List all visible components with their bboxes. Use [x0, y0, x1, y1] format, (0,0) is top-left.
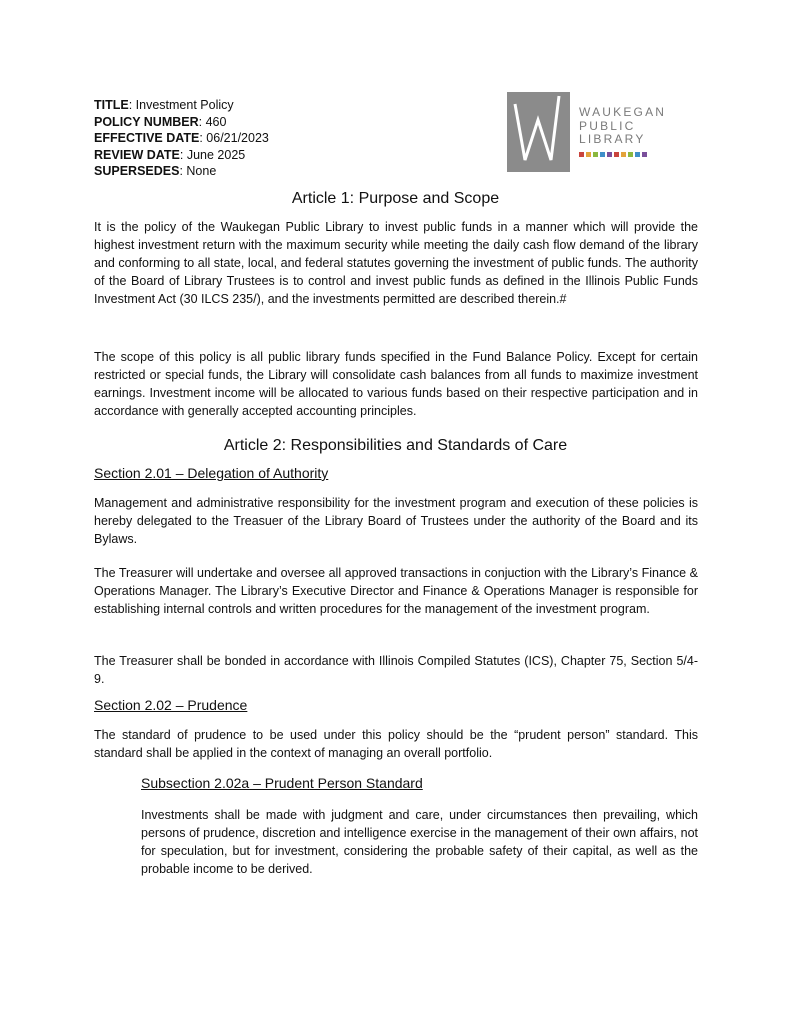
subsection-2-02a-heading: Subsection 2.02a – Prudent Person Standard	[141, 775, 423, 791]
article-1-paragraph-2: The scope of this policy is all public library funds specified in the Fund Balance Policy. Except for certain restricted or special funds, the Library will consolidate cash balances from all funds to maximize investment earnings. Investment income will be allocated to various funds based on their respective participation and in accordance with generally accepted accounting principles.	[94, 350, 698, 418]
article-2-heading: Article 2: Responsibilities and Standards of Care	[223, 437, 568, 454]
section-2-01-paragraph-3: The Treasurer shall be bonded in accordance with Illinois Compiled Statutes (ICS), Chapter 75, Section 5/4-9.	[94, 654, 698, 686]
logo-color-square	[600, 152, 605, 157]
logo-color-square	[593, 152, 598, 157]
article-1-heading: Article 1: Purpose and Scope	[291, 190, 500, 207]
review-date-row: REVIEW DATE: June 2025	[94, 147, 246, 162]
logo-color-square	[642, 152, 647, 157]
logo-color-square	[614, 152, 619, 157]
section-2-01-paragraph-2: The Treasurer will undertake and oversee all approved transactions in conjuction with the Library’s Finance & Operations Manager. The Library’s Executive Director and Finance & Operations Manager is responsible for establishing internal controls and written procedures for the management of the investment program.	[94, 566, 698, 616]
section-2-01-heading: Section 2.01 – Delegation of Authority	[94, 465, 329, 481]
logo-color-square	[635, 152, 640, 157]
section-2-02-heading: Section 2.02 – Prudence	[94, 697, 248, 713]
policy-number-row: POLICY NUMBER: 460	[94, 114, 227, 129]
library-logo	[507, 92, 687, 172]
logo-color-square	[579, 152, 584, 157]
logo-color-square	[586, 152, 591, 157]
section-2-02-paragraph-1: The standard of prudence to be used under this policy should be the “prudent person” standard. This standard shall be applied in the context of managing an overall portfolio.	[94, 728, 698, 760]
title-row: TITLE: Investment Policy	[94, 98, 234, 112]
subsection-2-02a-paragraph: Investments shall be made with judgment and care, under circumstances then prevailing, which persons of prudence, discretion and intelligence exercise in the management of their own affairs, not for speculation, but for investment, considering the probable safety of their capital, as well as the probable income to be derived.	[141, 808, 698, 876]
effective-date-row: EFFECTIVE DATE: 06/21/2023	[94, 131, 269, 146]
section-2-01-paragraph-1: Management and administrative responsibility for the investment program and execution of these policies is hereby delegated to the Treasuer of the Library Board of Trustees under the authority of the Board and its Bylaws.	[94, 496, 698, 546]
policy-metadata	[94, 97, 269, 180]
logo-color-square	[628, 152, 633, 157]
supersedes-row: SUPERSEDES: None	[94, 164, 217, 179]
article-1-paragraph-1: It is the policy of the Waukegan Public Library to invest public funds in a manner which will provide the highest investment return with the maximum security while meeting the daily cash flow demand of the library and conforming to all state, local, and federal statutes governing the investment of public funds. The authority of the Board of Library Trustees is to control and invest public funds as defined in the Illinois Public Funds Investment Act (30 ILCS 235/), and the investments permitted are described therein.#	[94, 220, 698, 306]
logo-wordmark: WAUKEGAN PUBLIC LIBRARY	[579, 105, 667, 146]
logo-color-square	[621, 152, 626, 157]
logo-w-mark	[507, 92, 570, 172]
logo-color-squares	[579, 152, 647, 157]
logo-color-square	[607, 152, 612, 157]
